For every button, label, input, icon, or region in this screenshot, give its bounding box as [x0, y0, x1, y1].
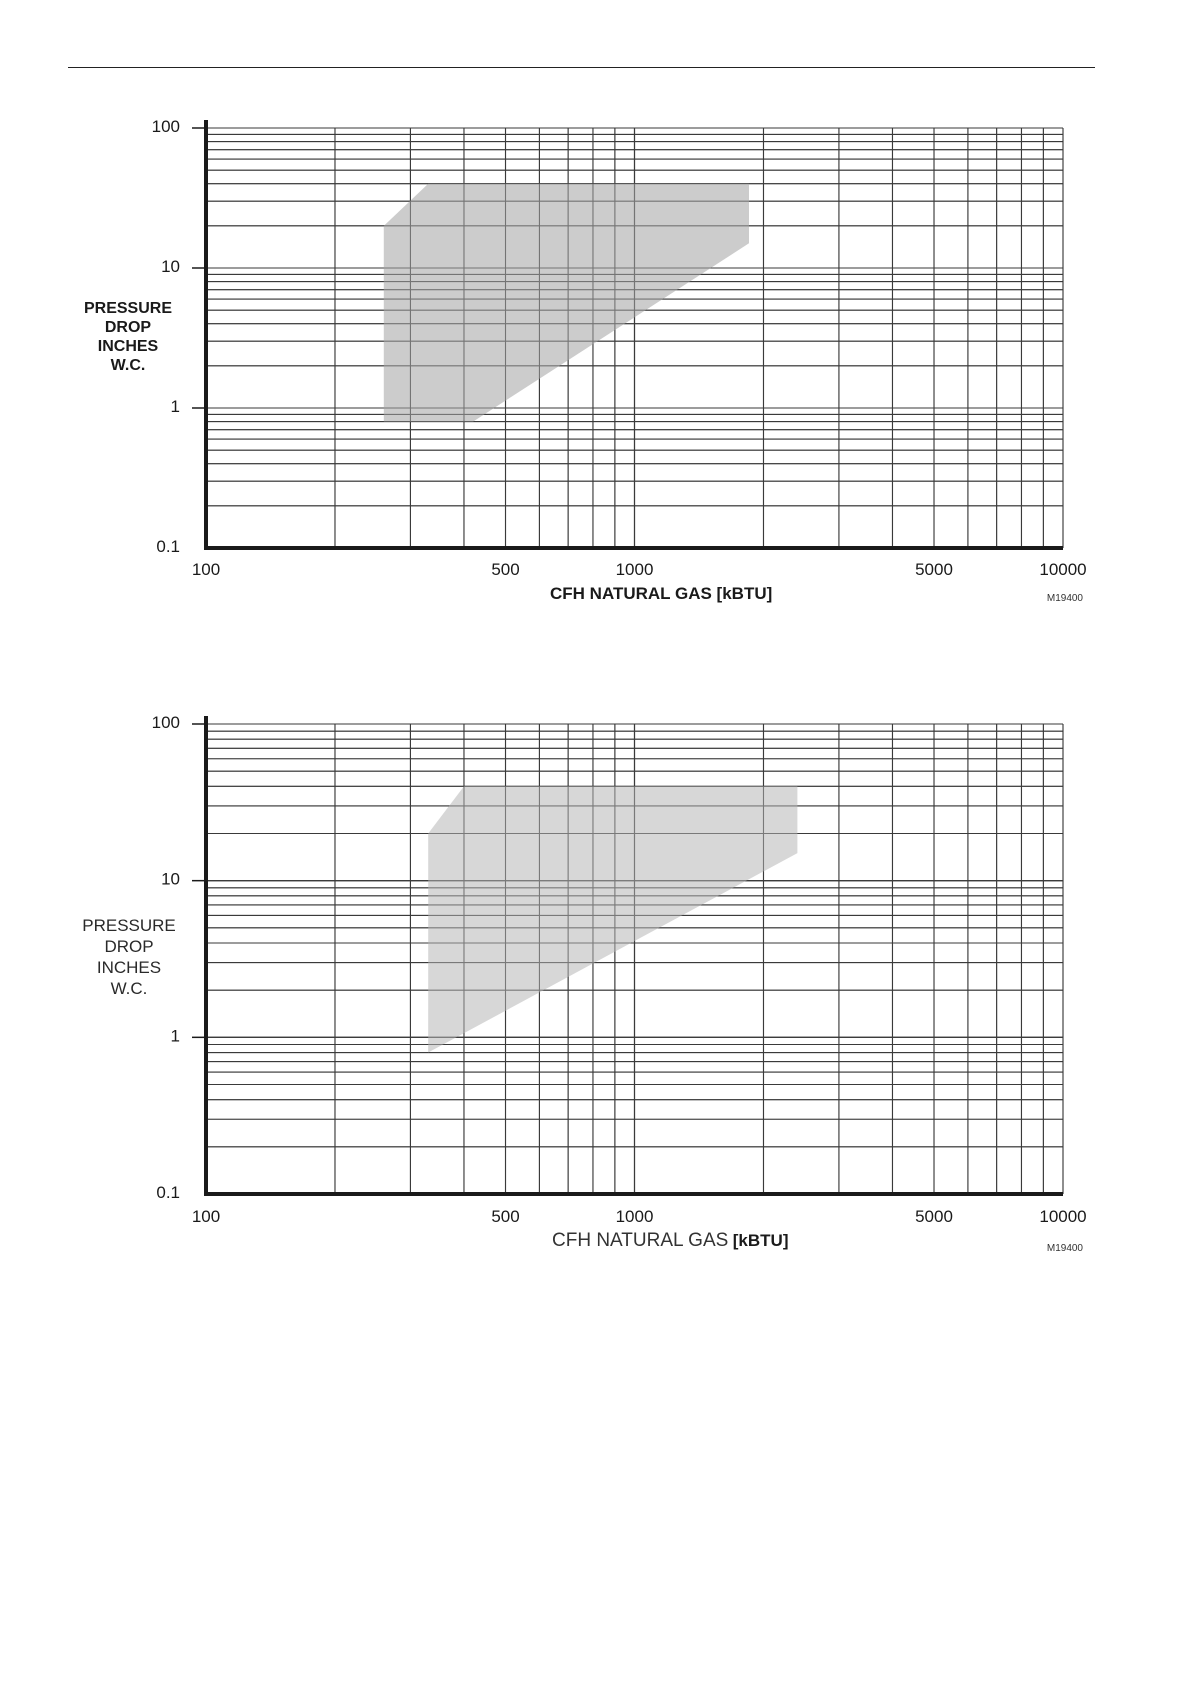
grid-overlay: [206, 724, 1063, 1194]
chart-1: [84, 117, 1087, 604]
y-label-line: W.C.: [110, 357, 146, 374]
y-label-line: INCHES: [97, 338, 159, 355]
chart-1-x-ticks: [192, 560, 1087, 579]
y-label-line: DROP: [104, 319, 152, 336]
chart-2-x-tick: 10000: [1039, 1207, 1087, 1226]
y-label-line: DROP: [104, 937, 154, 956]
y-label-line: PRESSURE: [82, 916, 176, 935]
y-label-line: INCHES: [96, 958, 162, 977]
chart-2-y-tick: 1: [170, 1026, 180, 1046]
chart-1-operating-region: [384, 184, 749, 422]
chart-1-x-tick: 500: [491, 560, 520, 579]
chart-2-y-tick: 10: [161, 869, 180, 889]
chart-2-x-tick: 5000: [915, 1207, 953, 1226]
chart-1-x-tick: 1000: [615, 560, 654, 579]
y-label-line: PRESSURE: [83, 300, 173, 317]
chart-2-operating-region: [428, 786, 797, 1052]
x-label-text: CFH NATURAL GAS: [550, 584, 712, 603]
chart-1-y-axis-label: [84, 300, 172, 374]
chart-1-y-tick: 0.1: [156, 537, 180, 556]
x-label-unit: [kBTU]: [716, 584, 773, 603]
x-label-text: CFH NATURAL GAS: [552, 1230, 729, 1251]
y-label-line: W.C.: [110, 979, 148, 998]
chart-2-y-tick: 100: [151, 713, 180, 732]
x-label-unit: [kBTU]: [732, 1231, 789, 1250]
chart-1-x-axis-label: [550, 584, 772, 603]
chart-2-x-tick: 100: [191, 1207, 221, 1226]
chart-1-x-tick: 100: [191, 560, 221, 579]
chart-1-y-tick: 100: [151, 117, 180, 136]
chart-2-y-tick: 0.1: [156, 1183, 180, 1202]
grid-overlay: [206, 128, 1063, 548]
chart-2-x-tick: 500: [491, 1207, 520, 1226]
chart-1-y-tick: 10: [161, 257, 180, 276]
chart-1-figure-code: M19400: [1046, 593, 1083, 604]
chart-2: [82, 713, 1086, 1254]
chart-2-figure-code: M19400: [1046, 1243, 1083, 1254]
chart-1-x-tick: 5000: [915, 560, 953, 579]
chart-1-y-ticks: [152, 117, 180, 556]
chart-2-y-axis-label: [82, 916, 176, 998]
chart-1-x-tick: 10000: [1039, 560, 1087, 579]
chart-1-y-tick: 1: [170, 397, 180, 416]
chart-2-x-ticks: [192, 1207, 1087, 1226]
chart-2-x-axis-label: [552, 1230, 788, 1251]
chart-2-x-tick: 1000: [615, 1207, 654, 1226]
